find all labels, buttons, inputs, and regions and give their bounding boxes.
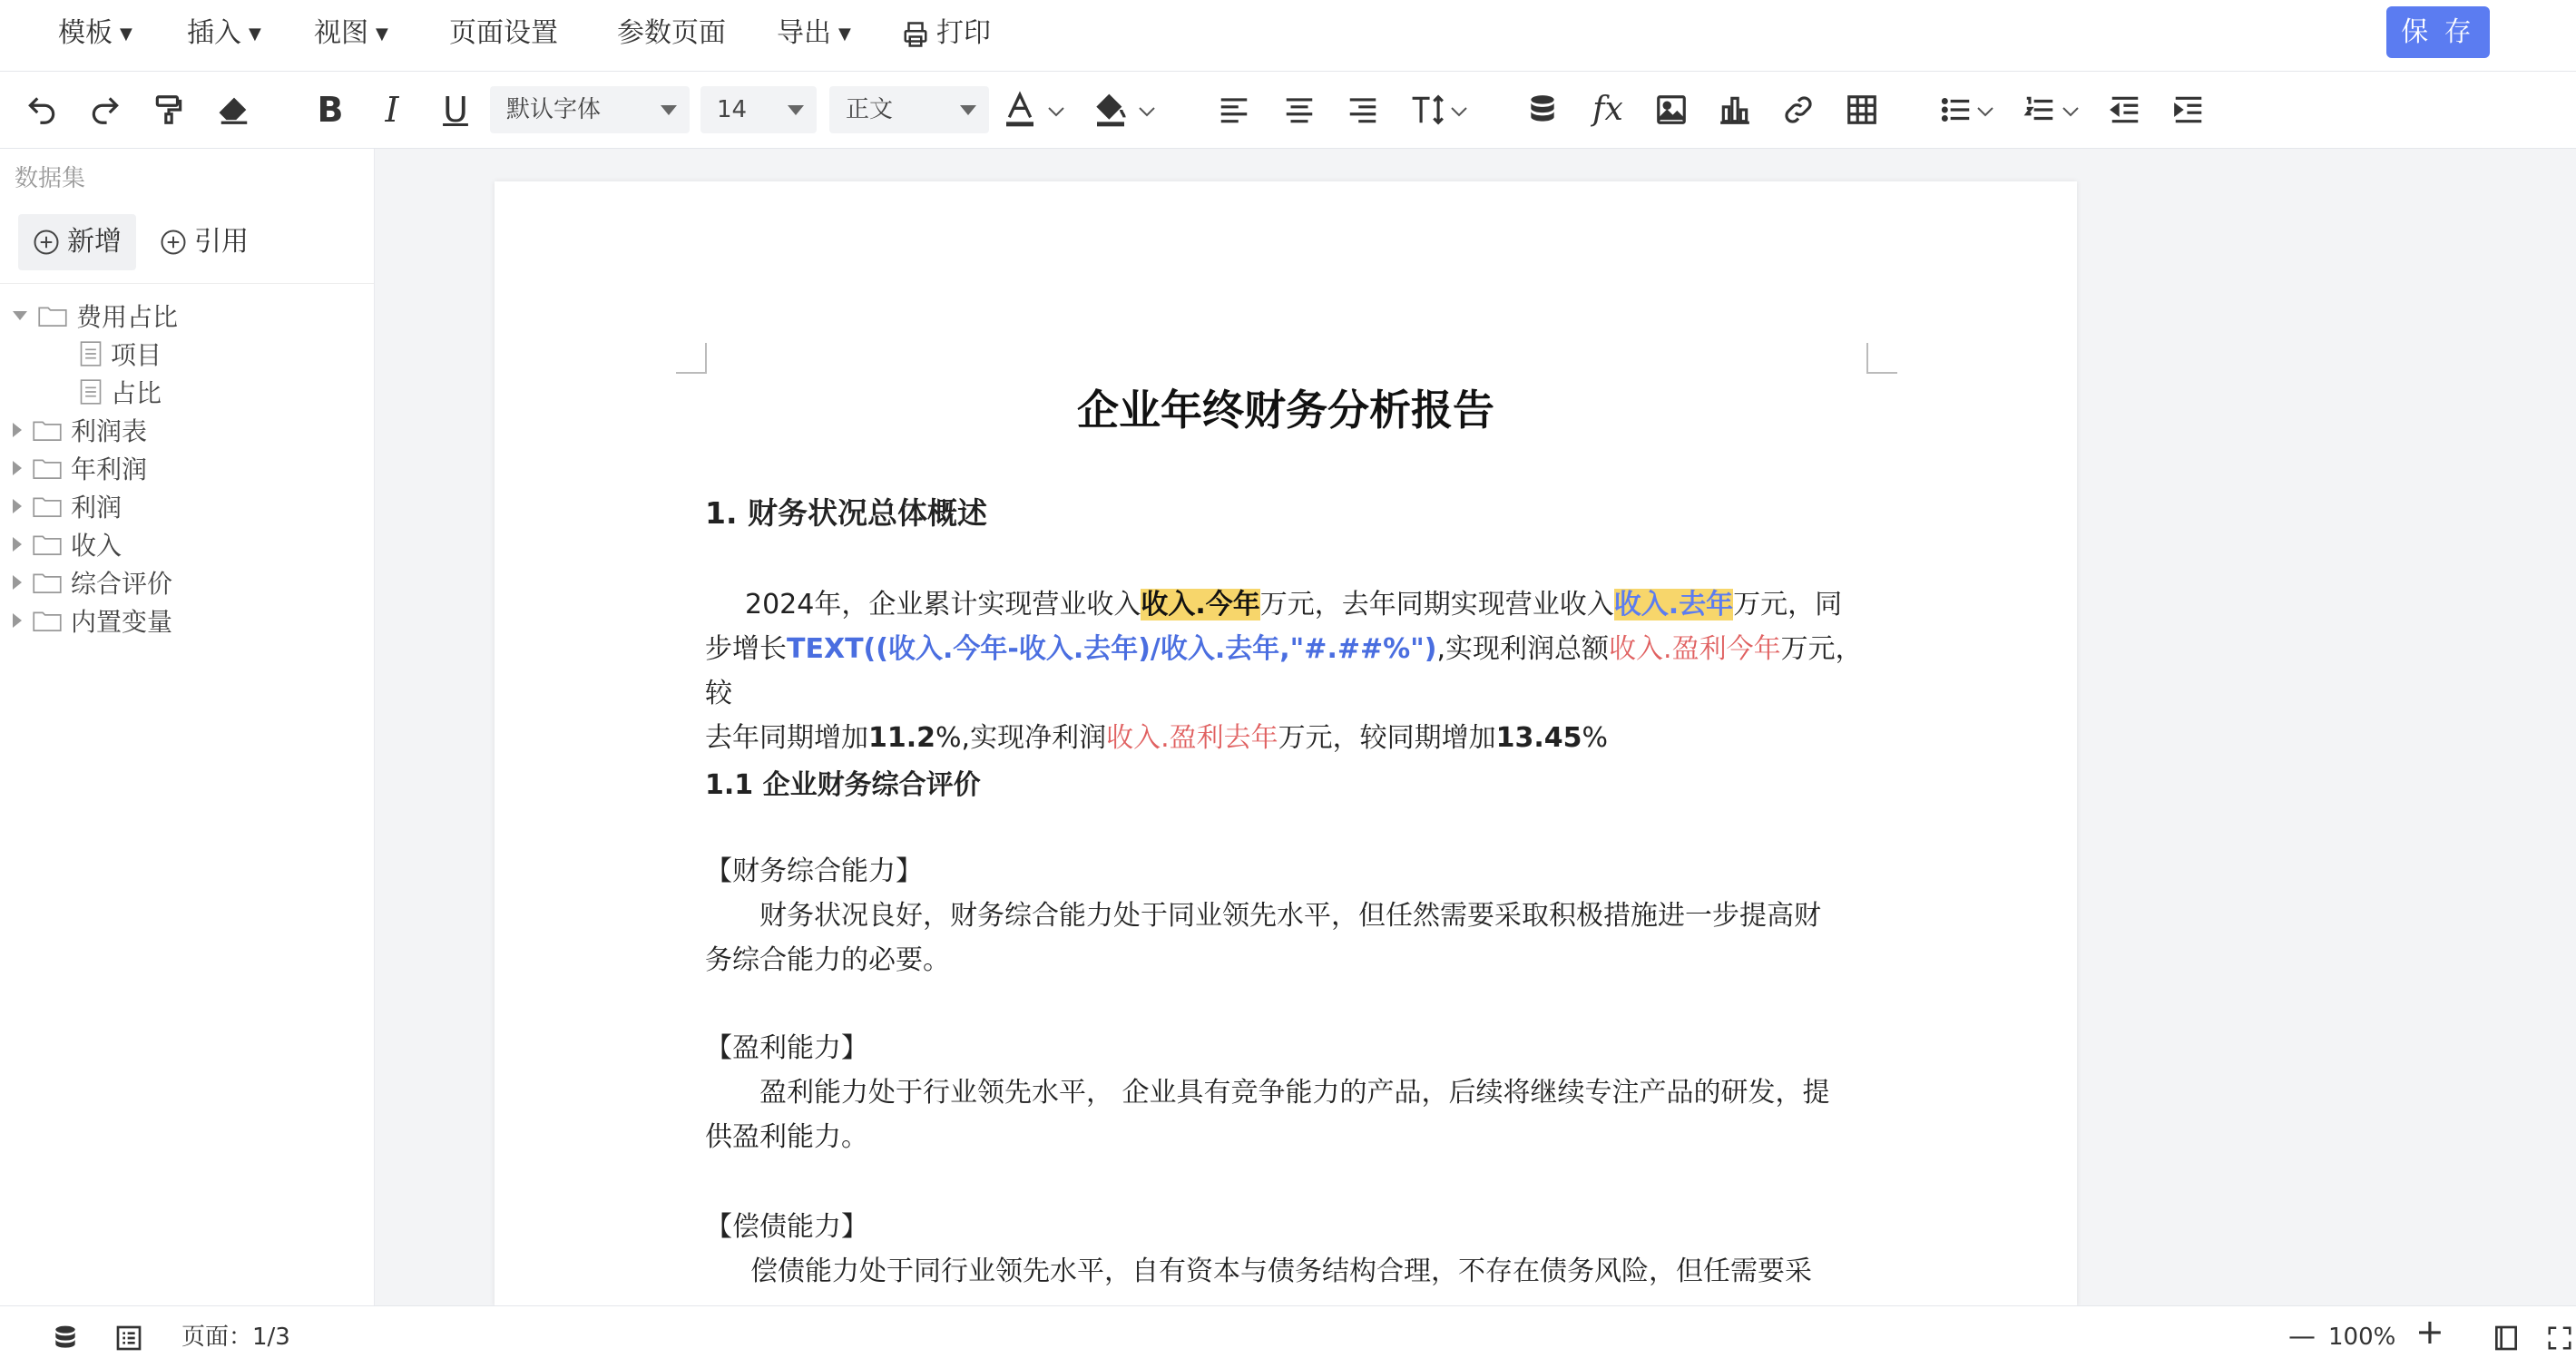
indent-button[interactable] <box>2165 86 2212 133</box>
tree-item-project[interactable]: 项目 <box>80 336 162 372</box>
block-profitability: 【盈利能力】 盈利能力处于行业领先水平， 企业具有竞争能力的产品，后续将继续专注产品的研发，提 供盈利能力。 <box>705 1032 1830 1153</box>
zoom-level: 100% <box>2328 1324 2396 1351</box>
subsection-heading: 1.1 企业财务综合评价 <box>705 769 981 801</box>
caret-down-icon: ▼ <box>376 24 388 44</box>
field-income-last-year[interactable]: 收入.去年 <box>1613 589 1734 620</box>
zoom-in-button[interactable]: + <box>2415 1312 2444 1352</box>
expand-arrow-icon <box>13 311 27 320</box>
font-size-select[interactable]: 14 <box>700 86 817 133</box>
bar-chart-icon <box>1718 93 1752 127</box>
font-family-select[interactable]: 默认字体 <box>490 86 690 133</box>
undo-button[interactable] <box>18 86 65 133</box>
field-growth-formula[interactable]: TEXT((收入.今年-收入.去年)/收入.去年,"#.##%") <box>787 633 1437 665</box>
align-right-icon <box>1346 93 1380 127</box>
redo-icon <box>88 93 122 127</box>
save-button[interactable]: 保 存 <box>2386 6 2490 58</box>
collapsed-arrow-icon <box>13 423 22 437</box>
caret-down-icon: ▼ <box>120 24 132 44</box>
outdent-button[interactable] <box>2101 86 2149 133</box>
reference-dataset-button[interactable]: 引用 <box>145 214 263 270</box>
numbered-list-icon <box>2023 93 2057 127</box>
align-center-button[interactable] <box>1276 86 1323 133</box>
collapsed-arrow-icon <box>13 575 22 590</box>
plus-circle-icon <box>160 229 187 256</box>
underline-icon: U <box>443 90 468 130</box>
fill-bucket-icon <box>1092 90 1129 130</box>
folder-icon <box>33 571 62 594</box>
document-icon <box>80 341 102 366</box>
bullet-list-button[interactable] <box>1933 86 1980 133</box>
menu-param-page[interactable]: 参数页面 <box>617 17 726 49</box>
printer-icon <box>902 21 929 48</box>
tree-folder-overall-evaluation[interactable]: 综合评价 <box>13 564 172 601</box>
outline-list-icon[interactable] <box>114 1323 143 1353</box>
folder-icon <box>38 304 67 327</box>
menu-insert[interactable]: 插入 ▼ <box>187 17 261 49</box>
tree-folder-profit[interactable]: 利润 <box>13 488 122 524</box>
margin-corner-marker <box>676 343 707 374</box>
menu-print[interactable]: 打印 <box>902 13 991 54</box>
chevron-down-icon[interactable] <box>2060 104 2081 119</box>
menu-export[interactable]: 导出 ▼ <box>777 17 851 49</box>
dropdown-icon <box>788 105 804 115</box>
fullscreen-icon[interactable] <box>2546 1323 2573 1353</box>
bold-icon: B <box>317 90 344 130</box>
font-color-button[interactable] <box>996 86 1043 133</box>
tree-folder-income-statement[interactable]: 利润表 <box>13 412 147 448</box>
block-solvency: 【偿债能力】 偿债能力处于同行业领先水平，自有资本与债务结构合理，不存在债务风险，但任需要采 <box>705 1211 1812 1287</box>
collapsed-arrow-icon <box>13 537 22 552</box>
insert-table-button[interactable] <box>1838 86 1885 133</box>
format-painter-icon <box>152 93 186 127</box>
document-icon <box>80 379 102 405</box>
image-icon <box>1654 93 1689 127</box>
document-title: 企业年终财务分析报告 <box>1077 386 1494 435</box>
align-left-icon <box>1217 93 1251 127</box>
text-height-icon <box>1409 93 1447 127</box>
dataset-button[interactable] <box>1519 86 1566 133</box>
tree-folder-fee-ratio[interactable]: 费用占比 <box>13 298 178 334</box>
caret-down-icon: ▼ <box>249 24 261 44</box>
status-bar <box>0 1305 2576 1368</box>
tree-item-ratio[interactable]: 占比 <box>80 374 162 410</box>
dropdown-icon <box>661 105 677 115</box>
numbered-list-button[interactable] <box>2016 86 2063 133</box>
function-button[interactable] <box>1584 86 1631 133</box>
database-icon[interactable] <box>51 1323 80 1353</box>
link-icon <box>1781 93 1816 127</box>
table-icon <box>1845 93 1879 127</box>
indent-icon <box>2171 93 2206 127</box>
paragraph-line: 步增长TEXT((收入.今年-收入.去年)/收入.去年,"#.##%"),实现利润总额收入.盈利今年万元，较 <box>705 633 1863 709</box>
outdent-icon <box>2108 93 2142 127</box>
line-height-button[interactable] <box>1405 86 1452 133</box>
tree-folder-builtin-variables[interactable]: 内置变量 <box>13 602 172 639</box>
add-dataset-button[interactable]: 新增 <box>18 214 136 270</box>
sidebar-title: 数据集 <box>15 165 86 192</box>
align-left-button[interactable] <box>1210 86 1258 133</box>
chevron-down-icon[interactable] <box>1045 104 1067 119</box>
folder-icon <box>33 609 62 632</box>
block-financial-ability: 【财务综合能力】 财务状况良好，财务综合能力处于同业领先水平，但任然需要采取积极措施进一步提高财 务综合能力的必要。 <box>705 855 1821 976</box>
chevron-down-icon[interactable] <box>1974 104 1996 119</box>
document-page[interactable] <box>495 181 2077 1306</box>
caret-down-icon: ▼ <box>838 24 851 44</box>
align-center-icon <box>1282 93 1317 127</box>
highlight-color-button[interactable] <box>1087 86 1134 133</box>
paragraph-line: 去年同期增加11.2%,实现净利润收入.盈利去年万元，较同期增加13.45% <box>705 722 1609 754</box>
folder-icon <box>33 456 62 480</box>
function-icon: fx <box>1592 91 1623 128</box>
insert-image-button[interactable] <box>1648 86 1695 133</box>
italic-icon: I <box>385 90 399 130</box>
bold-button[interactable] <box>307 86 354 133</box>
font-color-icon <box>1002 90 1038 130</box>
zoom-out-button[interactable]: — <box>2288 1321 2316 1353</box>
field-profit-this-year[interactable]: 收入.盈利今年 <box>1609 633 1781 665</box>
divider <box>0 283 374 284</box>
tree-folder-income[interactable]: 收入 <box>13 526 122 562</box>
folder-icon <box>33 418 62 442</box>
paragraph-line: 2024年，企业累计实现营业收入收入.今年万元，去年同期实现营业收入收入.去年万元，同 <box>745 589 1843 620</box>
menu-view[interactable]: 视图 ▼ <box>314 17 388 49</box>
italic-button[interactable] <box>368 86 416 133</box>
folder-icon <box>33 494 62 518</box>
tree-folder-annual-profit[interactable]: 年利润 <box>13 450 147 486</box>
align-right-button[interactable] <box>1339 86 1386 133</box>
dropdown-icon <box>960 105 976 115</box>
chevron-down-icon[interactable] <box>1448 104 1470 119</box>
underline-button[interactable] <box>432 86 479 133</box>
margin-corner-marker <box>1866 343 1897 374</box>
paragraph-style-select[interactable]: 正文 <box>829 86 989 133</box>
collapsed-arrow-icon <box>13 499 22 513</box>
field-income-this-year[interactable]: 收入.今年 <box>1141 589 1260 620</box>
menu-bar <box>0 0 2576 72</box>
section-heading: 1. 财务状况总体概述 <box>705 495 987 531</box>
chevron-down-icon[interactable] <box>1136 104 1158 119</box>
overview-paragraph <box>705 582 1876 760</box>
undo-icon <box>24 93 59 127</box>
clear-format-button[interactable] <box>211 86 258 133</box>
folder-icon <box>33 533 62 556</box>
field-profit-last-year[interactable]: 收入.盈利去年 <box>1106 722 1278 754</box>
insert-link-button[interactable] <box>1775 86 1822 133</box>
eraser-icon <box>217 93 251 127</box>
menu-page-setup[interactable]: 页面设置 <box>449 17 558 49</box>
format-painter-button[interactable] <box>145 86 192 133</box>
plus-circle-icon <box>33 229 60 256</box>
dataset-sidebar <box>0 149 375 1305</box>
database-icon <box>1525 92 1560 128</box>
menu-template[interactable]: 模板 ▼ <box>58 17 132 49</box>
fit-page-icon[interactable] <box>2492 1323 2521 1353</box>
collapsed-arrow-icon <box>13 461 22 475</box>
redo-button[interactable] <box>82 86 129 133</box>
collapsed-arrow-icon <box>13 613 22 628</box>
insert-chart-button[interactable] <box>1711 86 1758 133</box>
page-indicator: 页面：1/3 <box>181 1324 290 1351</box>
format-toolbar <box>0 72 2576 149</box>
bullet-list-icon <box>1939 93 1974 127</box>
